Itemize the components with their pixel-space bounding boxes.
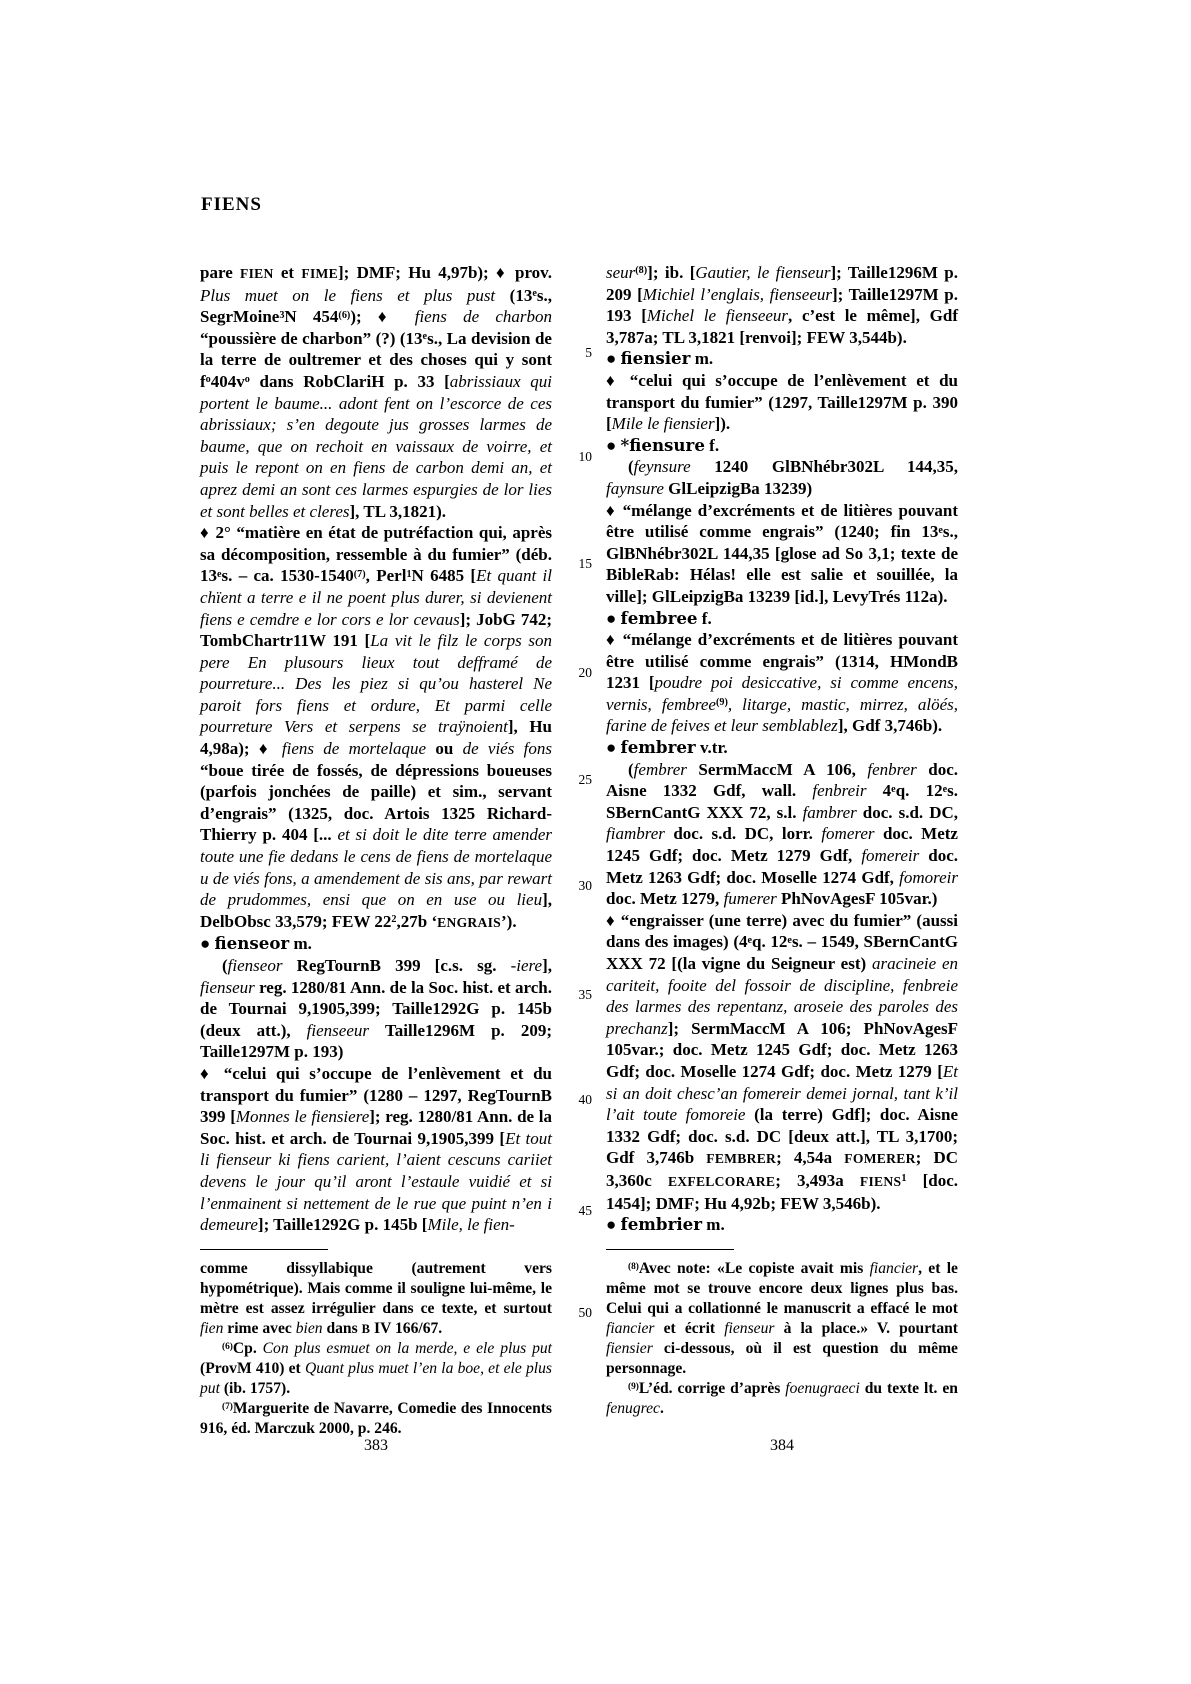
- right-column: [606, 262, 958, 1419]
- page-number-right: 384: [770, 1437, 794, 1454]
- fiensure-definition: ♦ “mélange d’excréments et de litières pouvant être utilisé comme engrais” (1240; fin 13es., GlBNhébr302L 144,35 [glose ad So 3,1; texte de BibleRab: Hélas! elle est salie et souillée, la ville]; GlLeipzigBa 13239 [id.], LevyTrés 112a).: [606, 500, 958, 606]
- gutter-line-number: 10: [578, 449, 592, 464]
- gutter-line-number: 35: [578, 987, 592, 1002]
- fienseor-definition-continuation: seur$^{(8)}$]; ib. [Gautier, le fienseur]; Taille1296M p. 209 [Michiel l’englais, fienseeur]; Taille1297M p. 193 [Michel le fienseeur, c’est le même], Gdf 3,787a; TL 3,1821 [renvoi]; FEW 3,544b).: [606, 263, 959, 347]
- continuation-fiens-senses: pare FIEN et FIME]; DMF; Hu 4,97b); ♦ prov. Plus muet on le fiens et plus pust (13es., SegrMoine$^3$N 454$^{(6)}$); ♦ fiens de charbon “poussière de charbon” (?) (13es., La devision de la terre de oultremer et des choses qui y sont $f^o404v^o$ dans RobClariH p. 33 [abrissiaux qui portent le baume... adont fent on l’escorce de ces abrissiaux; s’en degoute jus grosses larmes de baume, que on rechoit en vaissaux de voirre, et puis le repont on en fiens de carbon demi an, et aprez demi an sont ces larmes espurgies de lor lies et sont belles et cleres], TL 3,1821).: [200, 263, 553, 521]
- fienseor-definition: ♦ “celui qui s’occupe de l’enlèvement et du transport du fumier” (1280 – 1297, RegTournB 399 [Monnes le fiensiere]; reg. 1280/81 Ann. de la Soc. hist. et arch. de Tournai 9,1905,399 [Et tout li fienseur ki fiens carient, l’aient cescuns cariiet devens le jour qu’il aront l’estaule vuidié et si l’enmainent si nettement de le rue que puint n’en i demeure]; Taille1292G p. 145b [Mile, le fien-: [200, 1063, 552, 1235]
- footnote-separator-right: [606, 1249, 734, 1250]
- page-number-left: 383: [364, 1437, 388, 1454]
- fiensure-forms: (feynsure 1240 GlBNhébr302L 144,35, faynsure GlLeipzigBa 13239): [606, 457, 958, 498]
- footnote-6: $^{(6)}$Cp. Con plus esmuet on la merde, e ele plus put (ProvM 410) et Quant plus muet l’en la boe, et ele plus put (ib. 1757).: [200, 1339, 553, 1397]
- fembrer-forms: (fembrer SermMaccM A 106, fenbrer doc. Aisne 1332 Gdf, wall. fenbreir 4eq. 12es. SBernCantG XXX 72, s.l. fambrer doc. s.d. DC, fiambrer doc. s.d. DC, lorr. fomerer doc. Metz 1245 Gdf; doc. Metz 1279 Gdf, fomereir doc. Metz 1263 Gdf; doc. Moselle 1274 Gdf, fomoreir doc. Metz 1279, fumerer PhNovAgesF 105var.): [606, 759, 959, 909]
- fembrer-definition: ♦ “engraisser (une terre) avec du fumier” (aussi dans des images) (4eq. 12es. – 1549, SBernCantG XXX 72 [(la vigne du Seigneur est) aracineie en cariteit, fooite del fossoir de discipline, fenbreie des larmes des repentanz, aroseie des paroles des prechanz]; SermMaccM A 106; PhNovAgesF 105var.; doc. Metz 1245 Gdf; doc. Metz 1263 Gdf; doc. Moselle 1274 Gdf; doc. Metz 1279 [Et si an doit chesc’an fomereir demei jornal, tant k’il l’ait toute fomoreie (la terre) Gdf]; doc. Aisne 1332 Gdf; doc. s.d. DC [deux att.], TL 3,1700; Gdf 3,746b FEMBRER; 4,54a FOMERER; DC 3,360c EXFELCORARE; 3,493a FIENS$^1$ [doc. 1454]; DMF; Hu 4,92b; FEW 3,546b).: [606, 910, 958, 1213]
- gutter-line-number: 45: [578, 1203, 592, 1218]
- page-title: FIENS: [201, 194, 262, 215]
- fienseor-forms: (fienseor RegTournB 399 [c.s. sg. -iere], fienseur reg. 1280/81 Ann. de la Soc. hist. et arch. de Tournai 9,1905,399; Taille1292G p. 145b (deux att.), fienseeur Taille1296M p. 209; Taille1297M p. 193): [200, 956, 552, 1062]
- footnote-9: $^{(9)}$L’éd. corrige d’après foenugraeci du texte lt. en fenugrec.: [606, 1379, 958, 1417]
- entry-fienseor: ● fienseor m.: [200, 933, 312, 954]
- gutter-line-number: 20: [578, 665, 592, 680]
- entry-fembree: ● fembree f.: [606, 607, 712, 628]
- entry-fiensier: ● fiensier m.: [606, 348, 714, 369]
- fembree-definition: ♦ “mélange d’excréments et de litières pouvant être utilisé comme engrais” (1314, HMondB 1231 [poudre poi desiccative, si comme encens, vernis, fembree$^{(9)}$, litarge, mastic, mirrez, alöés, farine de feives et leur semblablez], Gdf 3,746b).: [606, 630, 959, 736]
- right-column-main: [606, 262, 958, 1236]
- footnote-separator-left: [200, 1249, 328, 1250]
- entry-fiensure: ● *fiensure f.: [606, 434, 720, 455]
- fiens-sense-2: ♦ 2° “matière en état de putréfaction qui, après sa décomposition, ressemble à du fumier” (déb. 13es. – ca. 1530-1540$^{(7)}$, Perl$^1$N 6485 [Et quant il chïent a terre e il ne poent plus durer, si devienent fiens e cemdre e lor cors e lor cevaus]; JobG 742; TombChartr11W 191 [La vit le filz le corps son pere En plusours lieux tout defframé de pourreture... Des les piez si qu’ou hasterel Ne paroit fors fiens et ordure, Et parmi celle pourreture Vers et serpens se traÿnoient], Hu 4,98a); ♦ fiens de mortelaque ou de viés fons “boue tirée de fossés, de dépressions boueuses (parfois jonchées de paille) et sim., servant d’engrais” (1325, doc. Artois 1325 Richard-Thierry p. 404 [... et si doit le dite terre amender toute une fie dedans le cens de fiens de mortelaque u de viés fons, a amendement de sis ans, par rewart de prudommes, ensi que on en use ou lieu], DelbObsc 33,579; FEW $22^2,27b$ ‘ENGRAIS’).: [200, 523, 552, 931]
- gutter-line-number: 5: [585, 345, 592, 360]
- left-column-footnotes: [200, 1259, 552, 1439]
- gutter-line-number: 50: [578, 1305, 592, 1320]
- footnote-7: $^{(7)}$Marguerite de Navarre, Comedie des Innocents 916, éd. Marczuk 2000, p. 246.: [200, 1399, 552, 1437]
- gutter-line-number: 25: [578, 772, 592, 787]
- entry-fembrier: ● fembrier m.: [606, 1214, 725, 1235]
- footnote-8: $^{(8)}$Avec note: «Le copiste avait mis fiancier, et le même mot se trouve encore deux lignes plus bas. Celui qui a collationné le manuscrit a effacé le mot fiancier et écrit fienseur à la place.» V. pourtant fiensier ci-dessous, où il est question du même personnage.: [606, 1259, 959, 1377]
- gutter-line-number: 15: [578, 556, 592, 571]
- right-column-footnotes: [606, 1259, 958, 1419]
- gutter-line-number: 40: [578, 1092, 592, 1107]
- left-column-main: [200, 262, 552, 1236]
- entry-fembrer: ● fembrer v.tr.: [606, 737, 728, 758]
- gutter-line-number: 30: [578, 878, 592, 893]
- left-column: [200, 262, 552, 1439]
- fiensier-definition: ♦ “celui qui s’occupe de l’enlèvement et du transport du fumier” (1297, Taille1297M p. 390 [Mile le fiensier]).: [606, 370, 958, 434]
- footnote-5-continuation: comme dissyllabique (autrement vers hypométrique). Mais comme il souligne lui-même, le mètre est assez irrégulier dans ce texte, et surtout fien rime avec bien dans B IV 166/67.: [200, 1259, 552, 1337]
